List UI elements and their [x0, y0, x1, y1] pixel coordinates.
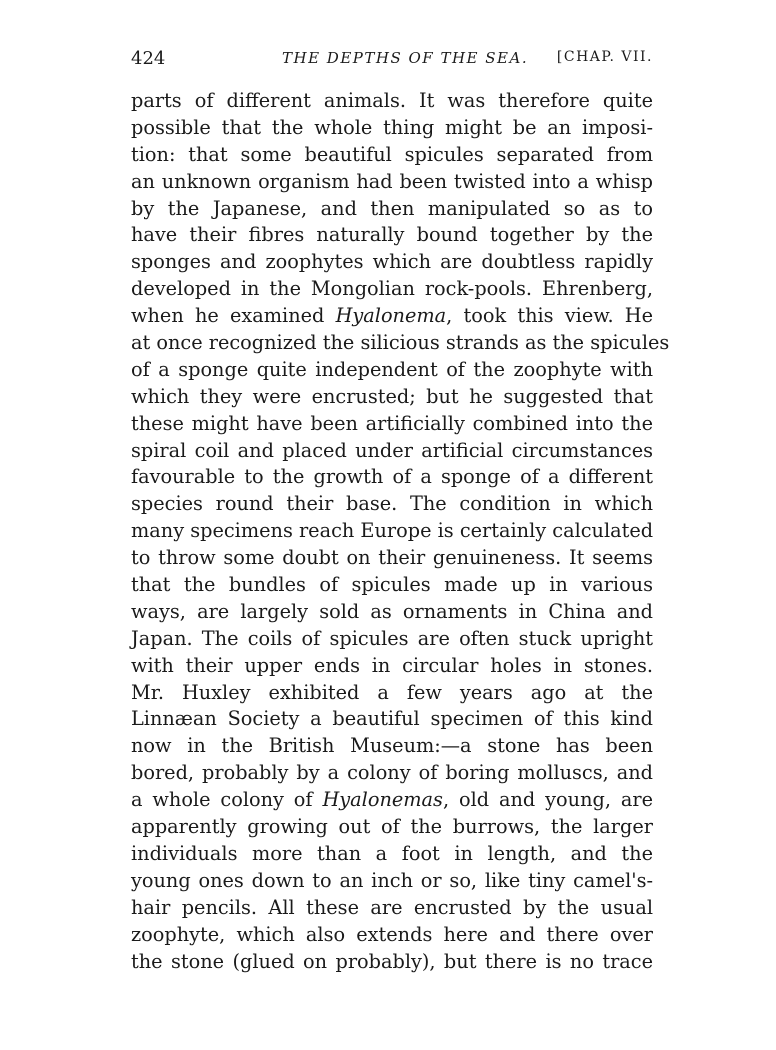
text-segment: an unknown organism had been twisted into a whisp [131, 169, 653, 193]
text-line [131, 384, 653, 411]
text-line [131, 303, 653, 330]
chapter-reference: [CHAP. VII. [556, 49, 653, 65]
text-line [131, 626, 653, 653]
text-line [131, 572, 653, 599]
text-line [131, 787, 653, 814]
text-line [131, 841, 653, 868]
text-segment: tion: that some beautiful spicules separated from [131, 142, 653, 166]
text-segment: a whole colony of [131, 788, 323, 812]
text-segment: ways, are largely sold as ornaments in China and [131, 599, 653, 623]
text-line [131, 653, 653, 680]
text-segment: that the bundles of spicules made up in various [131, 573, 653, 597]
text-segment: Japan. The coils of spicules are often stuck upright [131, 626, 653, 650]
text-segment: favourable to the growth of a sponge of a different [131, 465, 653, 489]
text-line [131, 814, 653, 841]
text-line [131, 330, 670, 357]
text-line [131, 760, 653, 787]
text-segment: hair pencils. All these are encrusted by the usual [131, 895, 653, 919]
text-line [131, 142, 653, 169]
text-segment: zoophyte, which also extends here and there over [131, 922, 653, 946]
text-segment: these might have been artificially combined into the [131, 411, 653, 435]
text-segment: when he examined [131, 304, 336, 328]
text-line [131, 357, 653, 384]
text-line [131, 276, 653, 303]
text-segment: individuals more than a foot in length, and the [131, 841, 653, 865]
text-segment: which they were encrusted; but he suggested that [131, 384, 653, 408]
text-segment: at once recognized the silicious strands as the spicules [131, 331, 670, 355]
text-segment: possible that the whole thing might be an imposi- [131, 115, 653, 139]
text-line [131, 949, 653, 976]
page-header [131, 48, 653, 74]
text-line [131, 922, 653, 949]
text-line [131, 88, 653, 115]
text-segment: species round their base. The condition in which [131, 492, 653, 516]
text-segment: with their upper ends in circular holes in stones. [131, 653, 653, 677]
text-segment: bored, probably by a colony of boring molluscs, and [131, 761, 653, 785]
page-number: 424 [131, 48, 166, 69]
text-segment: the stone (glued on probably), but there is no trace [131, 949, 653, 973]
text-line [131, 491, 653, 518]
text-line [131, 895, 653, 922]
text-segment: sponges and zoophytes which are doubtless rapidly [131, 250, 653, 274]
text-segment: spiral coil and placed under artificial circumstances [131, 438, 653, 462]
text-segment: , old and young, are [442, 788, 654, 812]
text-segment: Mr. Huxley exhibited a few years ago at the [131, 680, 653, 704]
text-line [131, 169, 653, 196]
italic-term: Hyalonema [335, 304, 447, 328]
text-segment: of a sponge quite independent of the zoophyte with [131, 357, 653, 381]
text-line [131, 464, 653, 491]
text-segment: to throw some doubt on their genuineness. It seems [131, 546, 653, 570]
text-segment: now in the British Museum:—a stone has been [131, 734, 653, 758]
text-line [131, 438, 653, 465]
text-segment: developed in the Mongolian rock-pools. Ehrenberg, [131, 277, 653, 301]
text-line [131, 706, 653, 733]
text-line [131, 196, 653, 223]
text-segment: , took this view. He [446, 304, 653, 328]
text-line [131, 599, 653, 626]
text-line [131, 680, 653, 707]
italic-term: Hyalonemas [322, 788, 443, 812]
text-line [131, 115, 653, 142]
text-line [131, 868, 653, 895]
text-line [131, 249, 653, 276]
body-text [131, 88, 670, 975]
text-segment: have their fibres naturally bound together by the [131, 223, 653, 247]
text-segment: apparently growing out of the burrows, the larger [131, 815, 653, 839]
text-segment: Linnæan Society a beautiful specimen of this kind [131, 707, 653, 731]
text-line [131, 222, 653, 249]
text-segment: many specimens reach Europe is certainly calculated [131, 519, 654, 543]
text-segment: by the Japanese, and then manipulated so as to [131, 196, 653, 220]
text-line [131, 518, 653, 545]
text-line [131, 411, 653, 438]
text-line [131, 733, 653, 760]
text-segment: parts of different animals. It was therefore quite [131, 89, 653, 112]
text-line [131, 545, 653, 572]
text-segment: young ones down to an inch or so, like tiny camel's- [131, 868, 653, 892]
running-title: THE DEPTHS OF THE SEA. [282, 49, 529, 67]
